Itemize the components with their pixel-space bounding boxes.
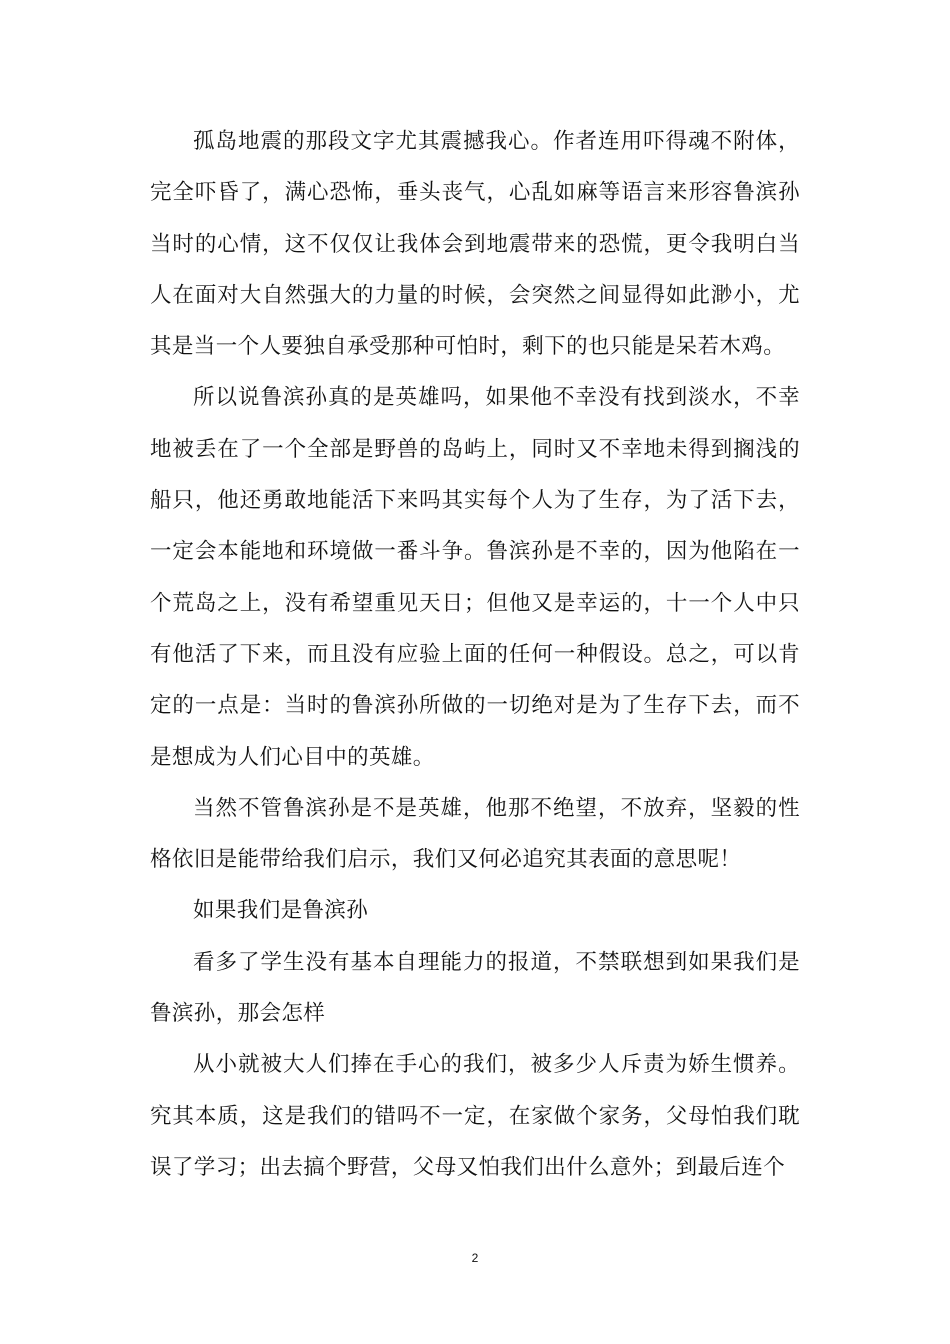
paragraph-hero-question: 所以说鲁滨孙真的是英雄吗，如果他不幸没有找到淡水，不幸地被丢在了一个全部是野兽的岛屿上，同时又不幸地未得到搁浅的船只，他还勇敢地能活下来吗其实每个人为了生存，为了活下去，一定会本能地和环境做一番斗争。鲁滨孙是不幸的，因为他陷在一个荒岛之上，没有希望重见天日；但他又是幸运的，十一个人中只有他活了下来，而且没有应验上面的任何一种假设。总之，可以肯定的一点是：当时的鲁滨孙所做的一切绝对是为了生存下去，而不是想成为人们心目中的英雄。 <box>150 385 800 770</box>
section-heading: 如果我们是鲁滨孙 <box>193 898 369 924</box>
paragraph-character: 当然不管鲁滨孙是不是英雄，他那不绝望，不放弃，坚毅的性格依旧是能带给我们启示，我们又何必追究其表面的意思呢！ <box>150 795 800 873</box>
paragraph-if-we-were: 看多了学生没有基本自理能力的报道，不禁联想到如果我们是鲁滨孙，那会怎样 <box>150 949 800 1027</box>
paragraph-pampered: 从小就被大人们捧在手心的我们，被多少人斥责为娇生惯养。究其本质，这是我们的错吗不一定，在家做个家务，父母怕我们耽误了学习；出去搞个野营，父母又怕我们出什么意外；到最后连个 <box>150 1052 800 1180</box>
paragraph-earthquake: 孤岛地震的那段文字尤其震撼我心。作者连用吓得魂不附体，完全吓昏了，满心恐怖，垂头丧气，心乱如麻等语言来形容鲁滨孙当时的心情，这不仅仅让我体会到地震带来的恐慌，更令我明白当人在面对大自然强大的力量的时候，会突然之间显得如此渺小，尤其是当一个人要独自承受那种可怕时，剩下的也只能是呆若木鸡。 <box>150 129 800 360</box>
text-body <box>150 116 800 1193</box>
page-number: 2 <box>471 1251 479 1265</box>
